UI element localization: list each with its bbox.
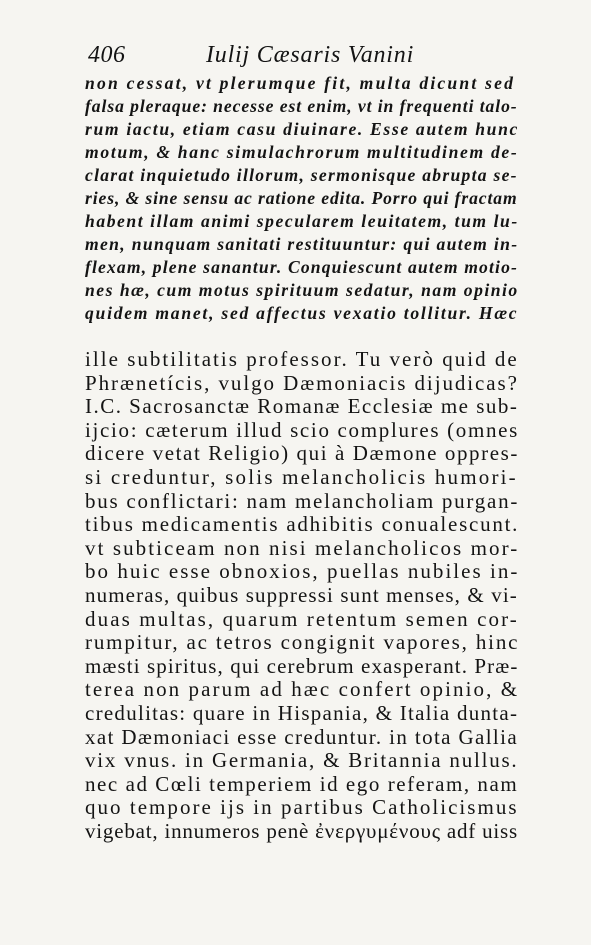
text-line: ries, & sine sensu ac ratione edita. Porro qui fractam xyxy=(85,188,518,208)
text-line: rum iactu, etiam casu diuinare. Esse autem hunc xyxy=(85,119,519,139)
text-line: non cessat, vt plerumque fit, multa dicunt sed xyxy=(85,73,516,93)
text-line: bo huic esse obnoxios, puellas nubiles in- xyxy=(85,559,520,584)
text-line: dicere vetat Religio) qui à Dæmone oppres- xyxy=(85,441,519,466)
text-line: vix vnus. in Germania, & Britannia nullus. xyxy=(85,748,519,773)
text-line: nec ad Cœli temperiem id ego referam, nam xyxy=(85,771,519,796)
text-line: ijcio: cæterum illud scio complures (omnes xyxy=(85,417,520,442)
text-line: terea non parum ad hæc confert opinio, & xyxy=(85,677,520,702)
text-line: xat Dæmoniaci esse creduntur. in tota Gallia xyxy=(85,724,519,749)
text-line: motum, & hanc simulachrorum multitudinem de- xyxy=(85,142,519,162)
text-line: bus conflictari: nam melancholiam purgan- xyxy=(85,488,520,513)
text-line: vigebat, innumeros penè ἐνεργυμένους adf uiss xyxy=(85,818,518,843)
text-line: credulitas: quare in Hispania, & Italia dunta- xyxy=(85,700,519,725)
text-line: I.C. Sacrosanctæ Romanæ Ecclesiæ me sub- xyxy=(85,394,519,419)
text-line: quidem manet, sed affectus vexatio tollitur. Hæc xyxy=(85,303,519,323)
text-line: mæsti spiritus, qui cerebrum exasperant. Præ- xyxy=(85,653,519,678)
text-line: numeras, quibus suppressi sunt menses, & vi- xyxy=(85,582,518,607)
page-header xyxy=(88,42,518,76)
text-line: falsa pleraque: necesse est enim, vt in frequenti talo- xyxy=(85,96,518,116)
text-line: quo tempore ijs in partibus Catholicismus xyxy=(85,795,519,820)
text-line: ille subtilitatis professor. Tu verò quid de xyxy=(85,347,519,371)
text-line: habent illam animi specularem leuitatem, tum lu- xyxy=(85,211,519,231)
text-line: nes hæ, cum motus spirituum sedatur, nam opinio xyxy=(85,280,519,300)
body-text-block xyxy=(85,347,520,843)
text-line: men, nunquam sanitati restituuntur: qui autem in- xyxy=(85,234,519,254)
page-number: 406 xyxy=(88,42,126,68)
text-line: duas multas, quarum retentum semen cor- xyxy=(85,606,519,631)
text-line: vt subticeam non nisi melancholicos mor- xyxy=(85,535,520,560)
text-line: si creduntur, solis melancholicis humori- xyxy=(85,464,518,489)
text-line: tibus medicamentis adhibitis conualescunt. xyxy=(85,512,520,537)
text-line: rumpitur, ac tetros congignit vapores, hinc xyxy=(85,630,520,655)
text-line: flexam, plene sanantur. Conquiescunt autem motio- xyxy=(85,257,519,277)
text-line: clarat inquietudo illorum, sermonisque abrupta se- xyxy=(85,165,518,185)
running-title: Iulij Cæsaris Vanini xyxy=(206,42,415,68)
italic-quotation-block xyxy=(85,72,517,325)
text-line: Phrænetícis, vulgo Dæmoniacis dijudicas? xyxy=(85,370,519,395)
